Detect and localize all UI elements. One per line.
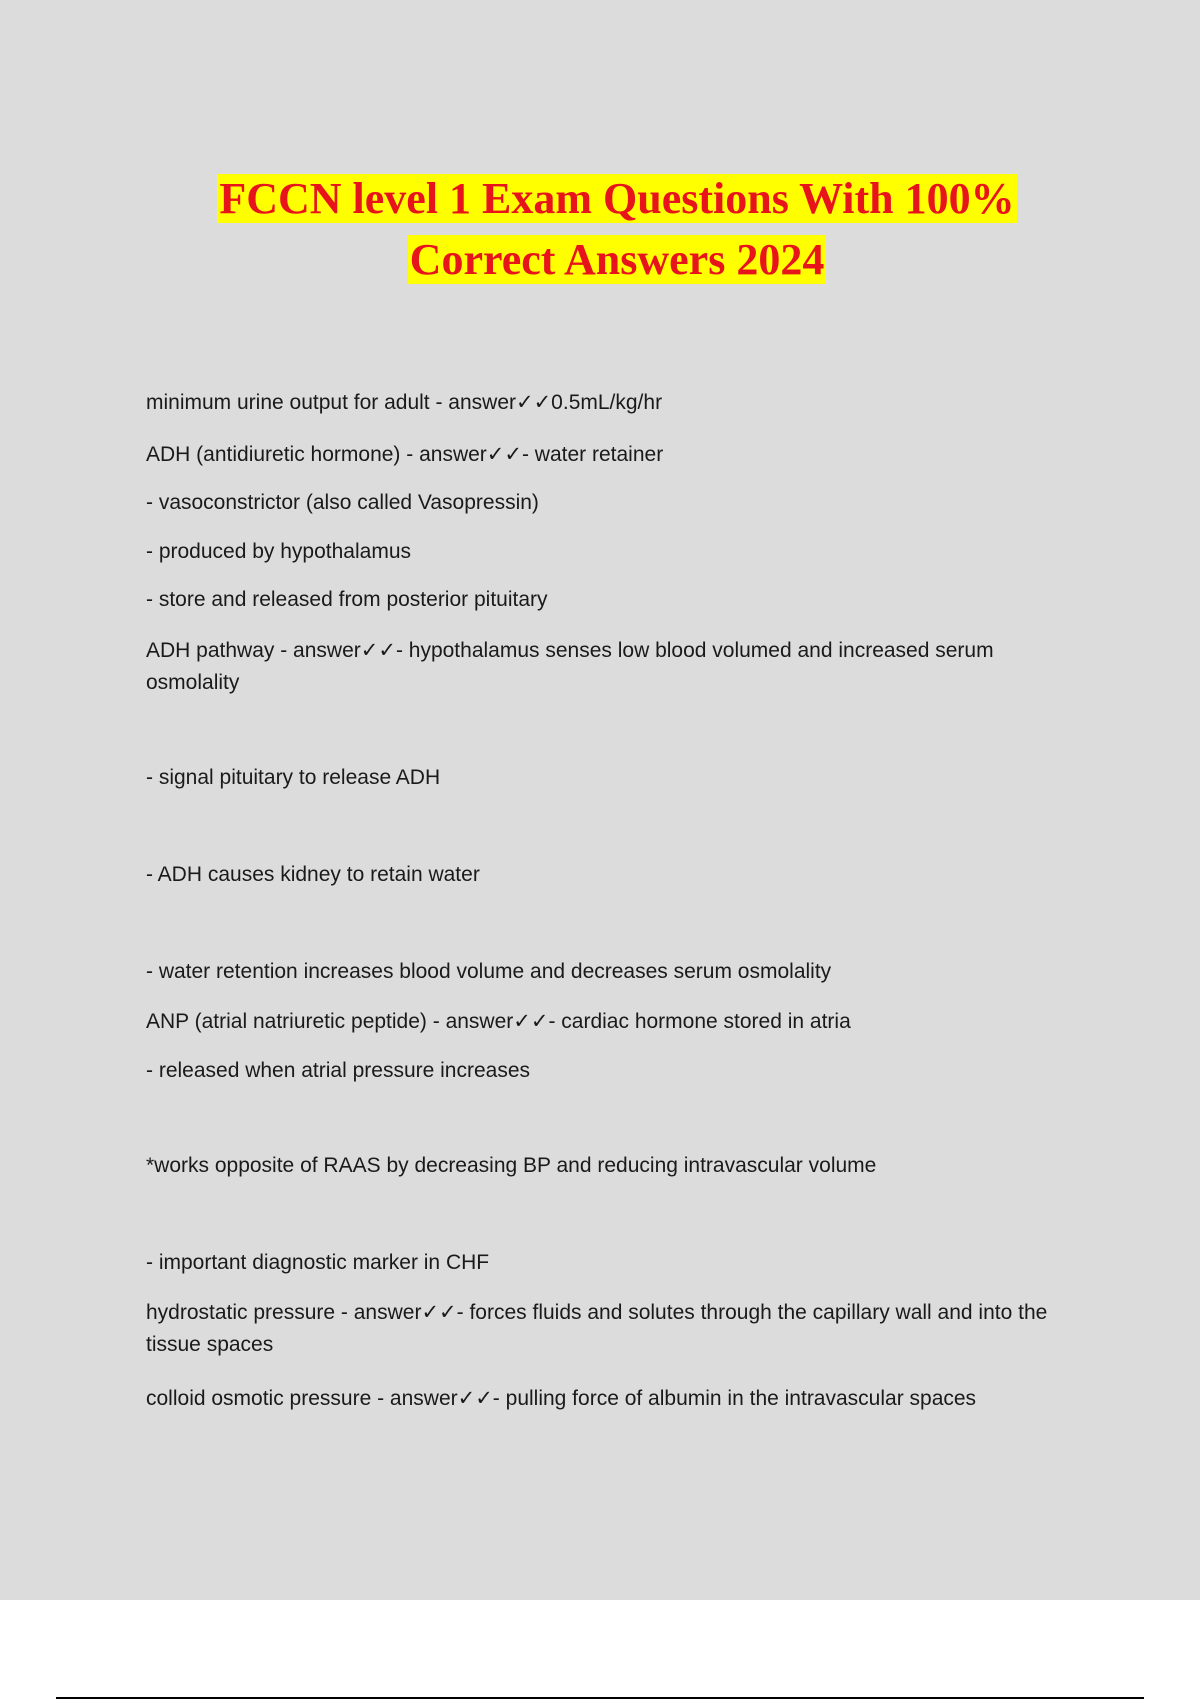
title-line-1: FCCN level 1 Exam Questions With 100% — [219, 174, 1015, 223]
qa-line: - produced by hypothalamus — [146, 540, 411, 563]
qa-line: - important diagnostic marker in CHF — [146, 1251, 490, 1274]
qa-line: - vasoconstrictor (also called Vasopressin) — [146, 491, 539, 514]
qa-line: ANP (atrial natriuretic peptide) - answer✓✓- cardiac hormone stored in atria — [146, 1010, 851, 1033]
qa-line: hydrostatic pressure - answer✓✓- forces fluids and solutes through the capillary wall and into the tissue spaces — [146, 1301, 1048, 1356]
qa-line: minimum urine output for adult - answer✓✓0.5mL/kg/hr — [146, 391, 663, 414]
qa-line: - water retention increases blood volume and decreases serum osmolality — [146, 960, 832, 983]
qa-line: - signal pituitary to release ADH — [146, 766, 441, 789]
qa-line: - released when atrial pressure increases — [146, 1059, 531, 1082]
document-title — [0, 168, 1200, 290]
qa-line: ADH pathway - answer✓✓- hypothalamus senses low blood volumed and increased serum osmolality — [146, 639, 994, 694]
qa-line: colloid osmotic pressure - answer✓✓- pulling force of albumin in the intravascular spaces — [146, 1387, 977, 1410]
footer-rule — [56, 1697, 1144, 1699]
title-line-2: Correct Answers 2024 — [409, 235, 825, 284]
qa-line: *works opposite of RAAS by decreasing BP and reducing intravascular volume — [146, 1154, 877, 1177]
qa-line: ADH (antidiuretic hormone) - answer✓✓- water retainer — [146, 443, 664, 466]
qa-line: - ADH causes kidney to retain water — [146, 863, 480, 886]
qa-line: - store and released from posterior pituitary — [146, 588, 548, 611]
